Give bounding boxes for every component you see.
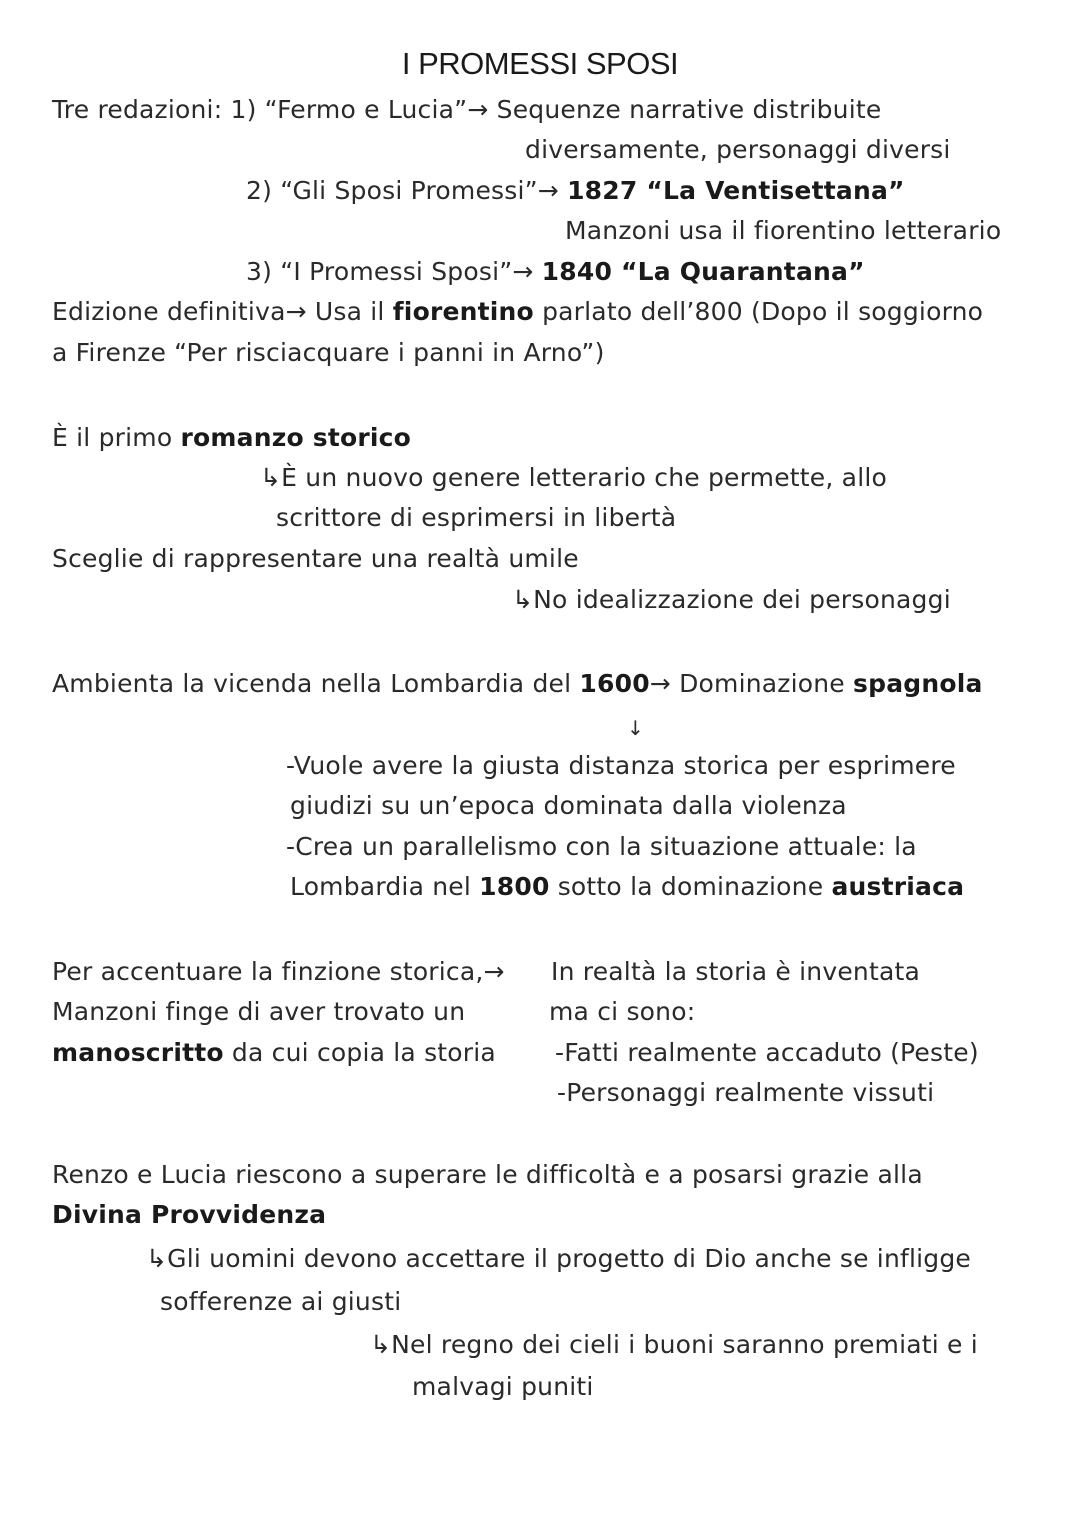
- down-arrow-icon: ↓: [627, 716, 644, 740]
- ambientazione-spagnola: spagnola: [853, 669, 983, 698]
- redazione-3-edition: 1840 “La Quarantana”: [541, 257, 865, 286]
- redazioni-intro: Tre redazioni: 1) “Fermo e Lucia”→: [52, 95, 497, 124]
- finzione-left-3-rest: da cui copia la storia: [223, 1038, 496, 1067]
- finzione-manoscritto: manoscritto: [52, 1038, 224, 1067]
- finzione-left-2: Manzoni finge di aver trovato un: [52, 997, 466, 1026]
- divina-provvidenza: Divina Provvidenza: [52, 1200, 327, 1229]
- redazione-1-desc-cont: diversamente, personaggi diversi: [525, 135, 951, 164]
- realta-umile: Sceglie di rappresentare una realtà umile: [52, 544, 579, 573]
- provvidenza-note-4: malvagi puniti: [412, 1372, 594, 1401]
- finzione-right-1: In realtà la storia è inventata: [551, 957, 921, 986]
- edizione-definitiva-b: parlato dell’800 (Dopo il soggiorno: [533, 297, 984, 326]
- redazione-3-label: 3) “I Promessi Sposi”→: [246, 257, 542, 286]
- redazione-3-line: [246, 256, 865, 288]
- edizione-definitiva-line: [52, 296, 983, 328]
- edizione-definitiva-a: Edizione definitiva→ Usa il: [52, 297, 393, 326]
- provvidenza-note-1: ↳Gli uomini devono accettare il progetto di Dio anche se infligge: [146, 1244, 971, 1273]
- romanzo-storico-a: È il primo: [52, 423, 181, 452]
- provvidenza-note-3: ↳Nel regno dei cieli i buoni saranno premiati e i: [370, 1330, 978, 1359]
- ambientazione-b: → Dominazione: [649, 669, 854, 698]
- finzione-right-4: -Personaggi realmente vissuti: [557, 1078, 935, 1107]
- romanzo-storico-bold: romanzo storico: [180, 423, 412, 452]
- redazioni-intro-line: [52, 94, 881, 126]
- ambientazione-point-2b: [290, 871, 964, 903]
- ambientazione-point-2b-b: sotto la dominazione: [549, 872, 832, 901]
- provvidenza-line: Renzo e Lucia riescono a superare le difficoltà e a posarsi grazie alla: [52, 1160, 923, 1189]
- ambientazione-point-2a: -Crea un parallelismo con la situazione attuale: la: [286, 832, 917, 861]
- redazione-1-desc: Sequenze narrative distribuite: [496, 95, 882, 124]
- provvidenza-note-2: sofferenze ai giusti: [160, 1287, 402, 1316]
- romanzo-storico-note-1: ↳È un nuovo genere letterario che permette, allo: [260, 463, 887, 492]
- ambientazione-point-2b-austriaca: austriaca: [831, 872, 965, 901]
- romanzo-storico-note-2: scrittore di esprimersi in libertà: [276, 503, 677, 532]
- ambientazione-point-2b-year: 1800: [479, 872, 550, 901]
- romanzo-storico-line: [52, 422, 411, 454]
- edizione-definitiva-bold: fiorentino: [392, 297, 534, 326]
- no-idealizzazione: ↳No idealizzazione dei personaggi: [512, 585, 951, 614]
- ambientazione-line: [52, 668, 983, 700]
- finzione-left-1: Per accentuare la finzione storica,→: [52, 957, 505, 986]
- ambientazione-year: 1600: [579, 669, 650, 698]
- redazione-2-desc: Manzoni usa il fiorentino letterario: [565, 216, 1002, 245]
- provvidenza-bold-line: [52, 1199, 326, 1231]
- page-title: I PROMESSI SPOSI: [401, 46, 679, 81]
- redazione-2-label: 2) “Gli Sposi Promessi”→: [246, 176, 568, 205]
- redazione-2-line: [246, 175, 905, 207]
- ambientazione-point-2b-a: Lombardia nel: [290, 872, 480, 901]
- ambientazione-point-1a: -Vuole avere la giusta distanza storica per esprimere: [286, 751, 956, 780]
- redazione-2-edition: 1827 “La Ventisettana”: [567, 176, 905, 205]
- finzione-right-3: -Fatti realmente accaduto (Peste): [555, 1038, 979, 1067]
- edizione-definitiva-cont: a Firenze “Per risciacquare i panni in Arno”): [52, 338, 605, 367]
- ambientazione-a: Ambienta la vicenda nella Lombardia del: [52, 669, 580, 698]
- ambientazione-point-1b: giudizi su un’epoca dominata dalla violenza: [290, 791, 847, 820]
- finzione-left-3: [52, 1037, 496, 1069]
- finzione-right-2: ma ci sono:: [549, 997, 696, 1026]
